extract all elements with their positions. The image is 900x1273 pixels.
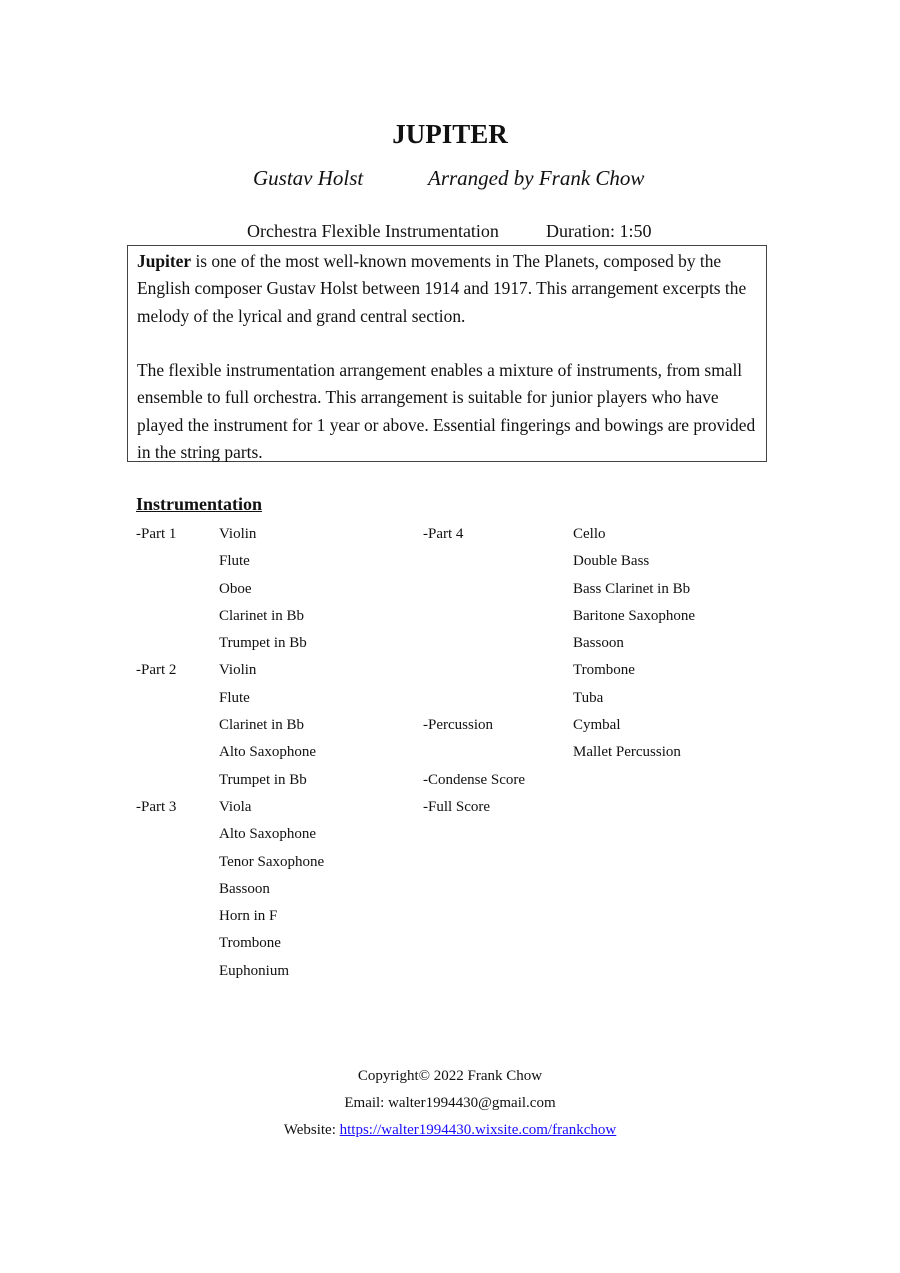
part-label [136, 603, 176, 630]
part-label [136, 712, 176, 739]
part-label [136, 958, 176, 985]
part-label: -Part 2 [136, 662, 177, 679]
instrument-item: Tuba [573, 689, 604, 706]
instrument-item: Trumpet in Bb [219, 771, 307, 788]
description-paragraph-2: The flexible instrumentation arrangement enables a mixture of instruments, from small ensemble to full orchestra. This arrangement is suitable for junior players who have played the instrument for 1 year or above. Essential fingerings and bowings are provided in the string parts. [137, 360, 756, 463]
part-label [423, 739, 525, 766]
part-label [136, 876, 176, 903]
instrument-item [573, 767, 695, 794]
instrument-item: Trombone [219, 935, 281, 952]
instrument-item: Euphonium [219, 962, 289, 979]
instrument-item: Cello [573, 526, 606, 542]
part-label: -Full Score [423, 798, 491, 815]
composer-name: Gustav Holst [253, 166, 364, 190]
part-label [136, 576, 176, 603]
instrument-item: Flute [219, 689, 250, 706]
part-label [423, 603, 525, 630]
instrument-item: Clarinet in Bb [219, 717, 304, 734]
instrument-item: Horn in F [219, 908, 278, 925]
description-box [127, 245, 767, 462]
part-label [423, 685, 525, 712]
instrument-item: Double Bass [573, 553, 650, 570]
part-label [136, 630, 176, 657]
part-label [423, 657, 525, 684]
instrument-item: Alto Saxophone [219, 744, 317, 761]
instrument-item: Mallet Percussion [573, 744, 681, 761]
part-label [136, 548, 176, 575]
description-text-1: is one of the most well-known movements in The Planets, composed by the English composer Gustav Holst between 1914 and 1917. This arrangement excerpts the melody of the lyrical and grand central section. [137, 251, 747, 326]
instrument-item: Bassoon [573, 635, 624, 652]
part-label [136, 767, 176, 794]
description-bold-title: Jupiter [137, 251, 192, 271]
instrumentation-type: Orchestra Flexible Instrumentation [247, 221, 499, 241]
instrument-item: Tenor Saxophone [219, 853, 325, 870]
left-part-labels [136, 521, 176, 985]
instrument-item: Violin [219, 662, 257, 679]
instrument-item: Flute [219, 553, 250, 570]
part-label: -Condense Score [423, 771, 526, 788]
part-label: -Percussion [423, 717, 493, 734]
part-label [136, 739, 176, 766]
instrument-item: Trumpet in Bb [219, 635, 307, 652]
website-line [0, 1122, 900, 1139]
part-label [423, 548, 525, 575]
part-label [136, 821, 176, 848]
right-part-labels [423, 521, 525, 821]
copyright: Copyright© 2022 Frank Chow [357, 1068, 543, 1084]
right-instrument-list [573, 521, 695, 821]
part-label [136, 903, 176, 930]
instrument-item: Violin [219, 526, 257, 542]
part-label [136, 930, 176, 957]
instrument-item: Cymbal [573, 717, 621, 734]
website-link[interactable]: https://walter1994430.wixsite.com/frankchow [339, 1122, 617, 1138]
website-label: Website: [283, 1122, 340, 1138]
instrument-item: Viola [219, 798, 252, 815]
instrument-item: Baritone Saxophone [573, 607, 696, 624]
part-label [423, 576, 525, 603]
arranger-name: Arranged by Frank Chow [428, 166, 645, 190]
instrument-item: Bass Clarinet in Bb [573, 580, 691, 597]
instrument-item: Oboe [219, 580, 252, 597]
page-title: JUPITER [392, 119, 508, 149]
part-label [423, 630, 525, 657]
instrument-item: Alto Saxophone [219, 826, 317, 843]
part-label [136, 849, 176, 876]
instrument-item [573, 794, 695, 821]
email: Email: walter1994430@gmail.com [344, 1095, 556, 1111]
left-instrument-list [219, 521, 324, 985]
instrumentation-heading: Instrumentation [136, 494, 263, 514]
part-label: -Part 4 [423, 526, 464, 542]
instrument-item: Trombone [573, 662, 635, 679]
instrument-item: Clarinet in Bb [219, 607, 304, 624]
description-paragraph-1 [137, 248, 758, 330]
part-label [136, 685, 176, 712]
part-label: -Part 1 [136, 526, 177, 542]
duration: Duration: 1:50 [546, 221, 652, 241]
part-label: -Part 3 [136, 798, 177, 815]
instrument-item: Bassoon [219, 880, 270, 897]
